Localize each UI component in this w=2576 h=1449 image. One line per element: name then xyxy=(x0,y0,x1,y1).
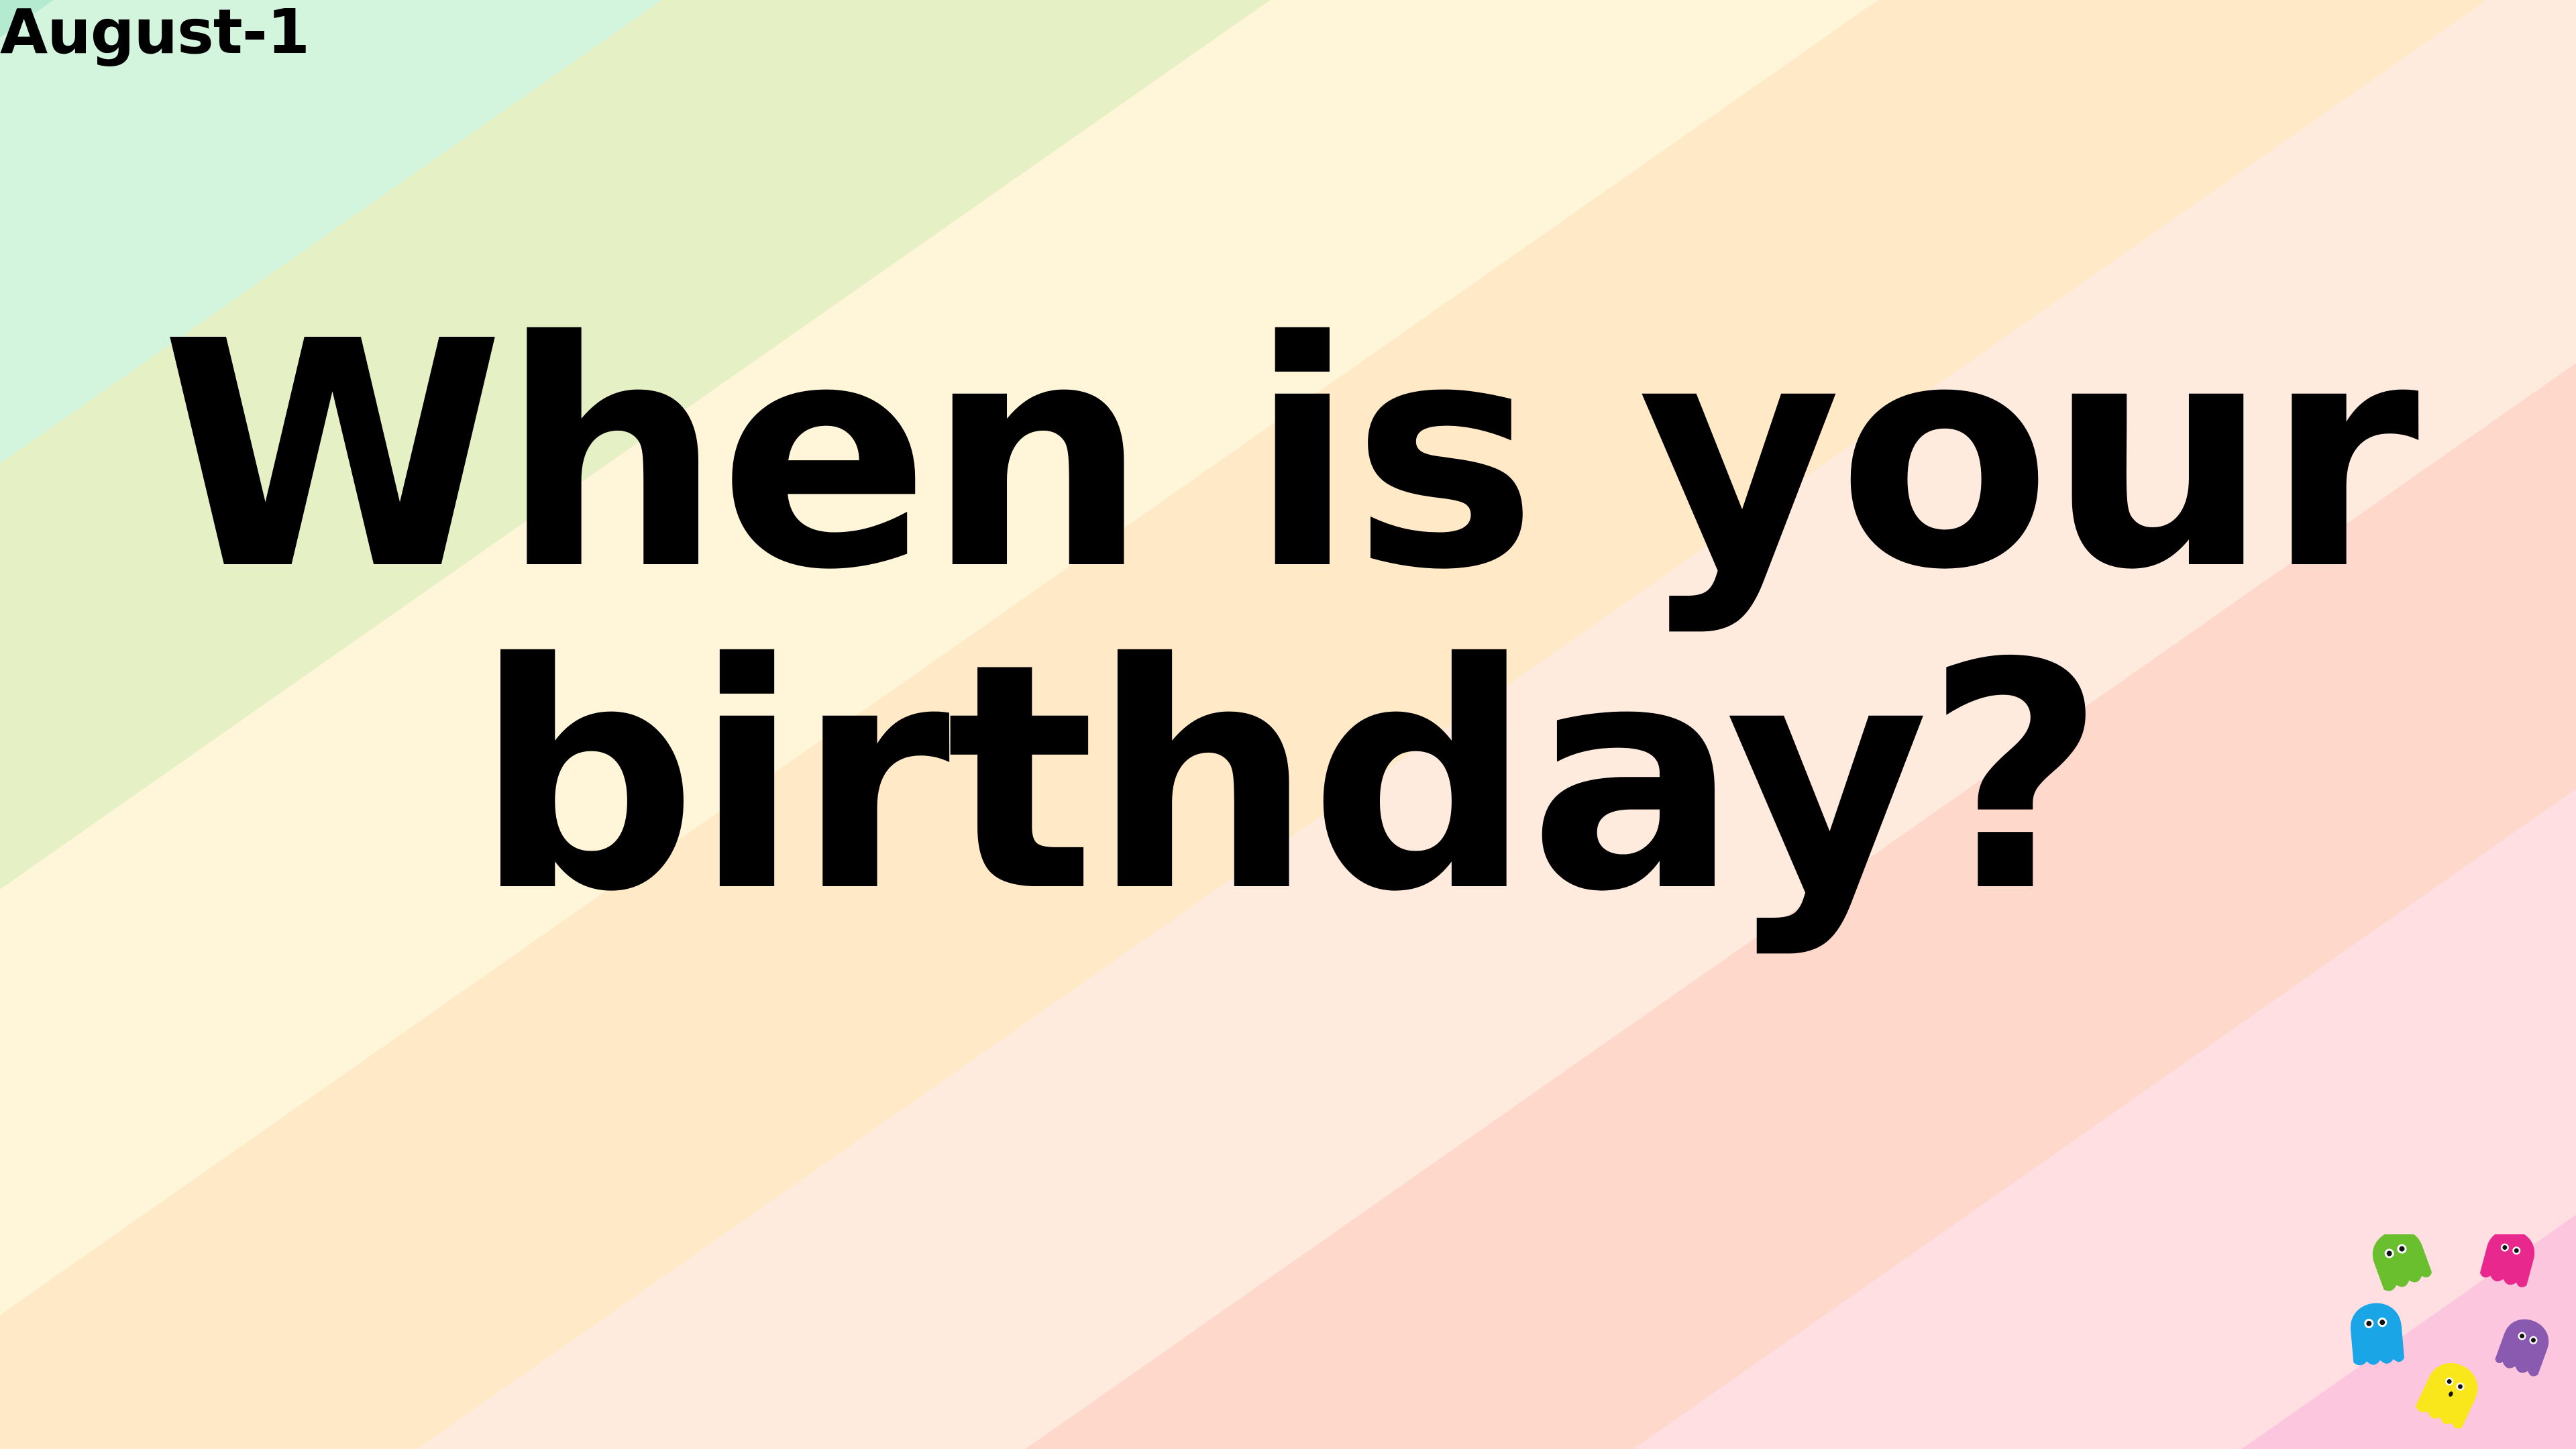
purple-ghost-icon xyxy=(2493,1313,2555,1378)
question-line-2: birthday? xyxy=(474,596,2102,960)
green-ghost-icon xyxy=(2366,1234,2433,1293)
question-text xyxy=(0,274,2576,960)
pink-ghost-icon xyxy=(2479,1234,2539,1289)
yellow-ghost-icon xyxy=(2414,1355,2486,1431)
blue-ghost-icon xyxy=(2349,1301,2405,1366)
date-label: August-1 xyxy=(0,0,309,68)
ghost-cluster-logo xyxy=(2334,1234,2563,1442)
question-line-1: When is your xyxy=(160,274,2416,638)
